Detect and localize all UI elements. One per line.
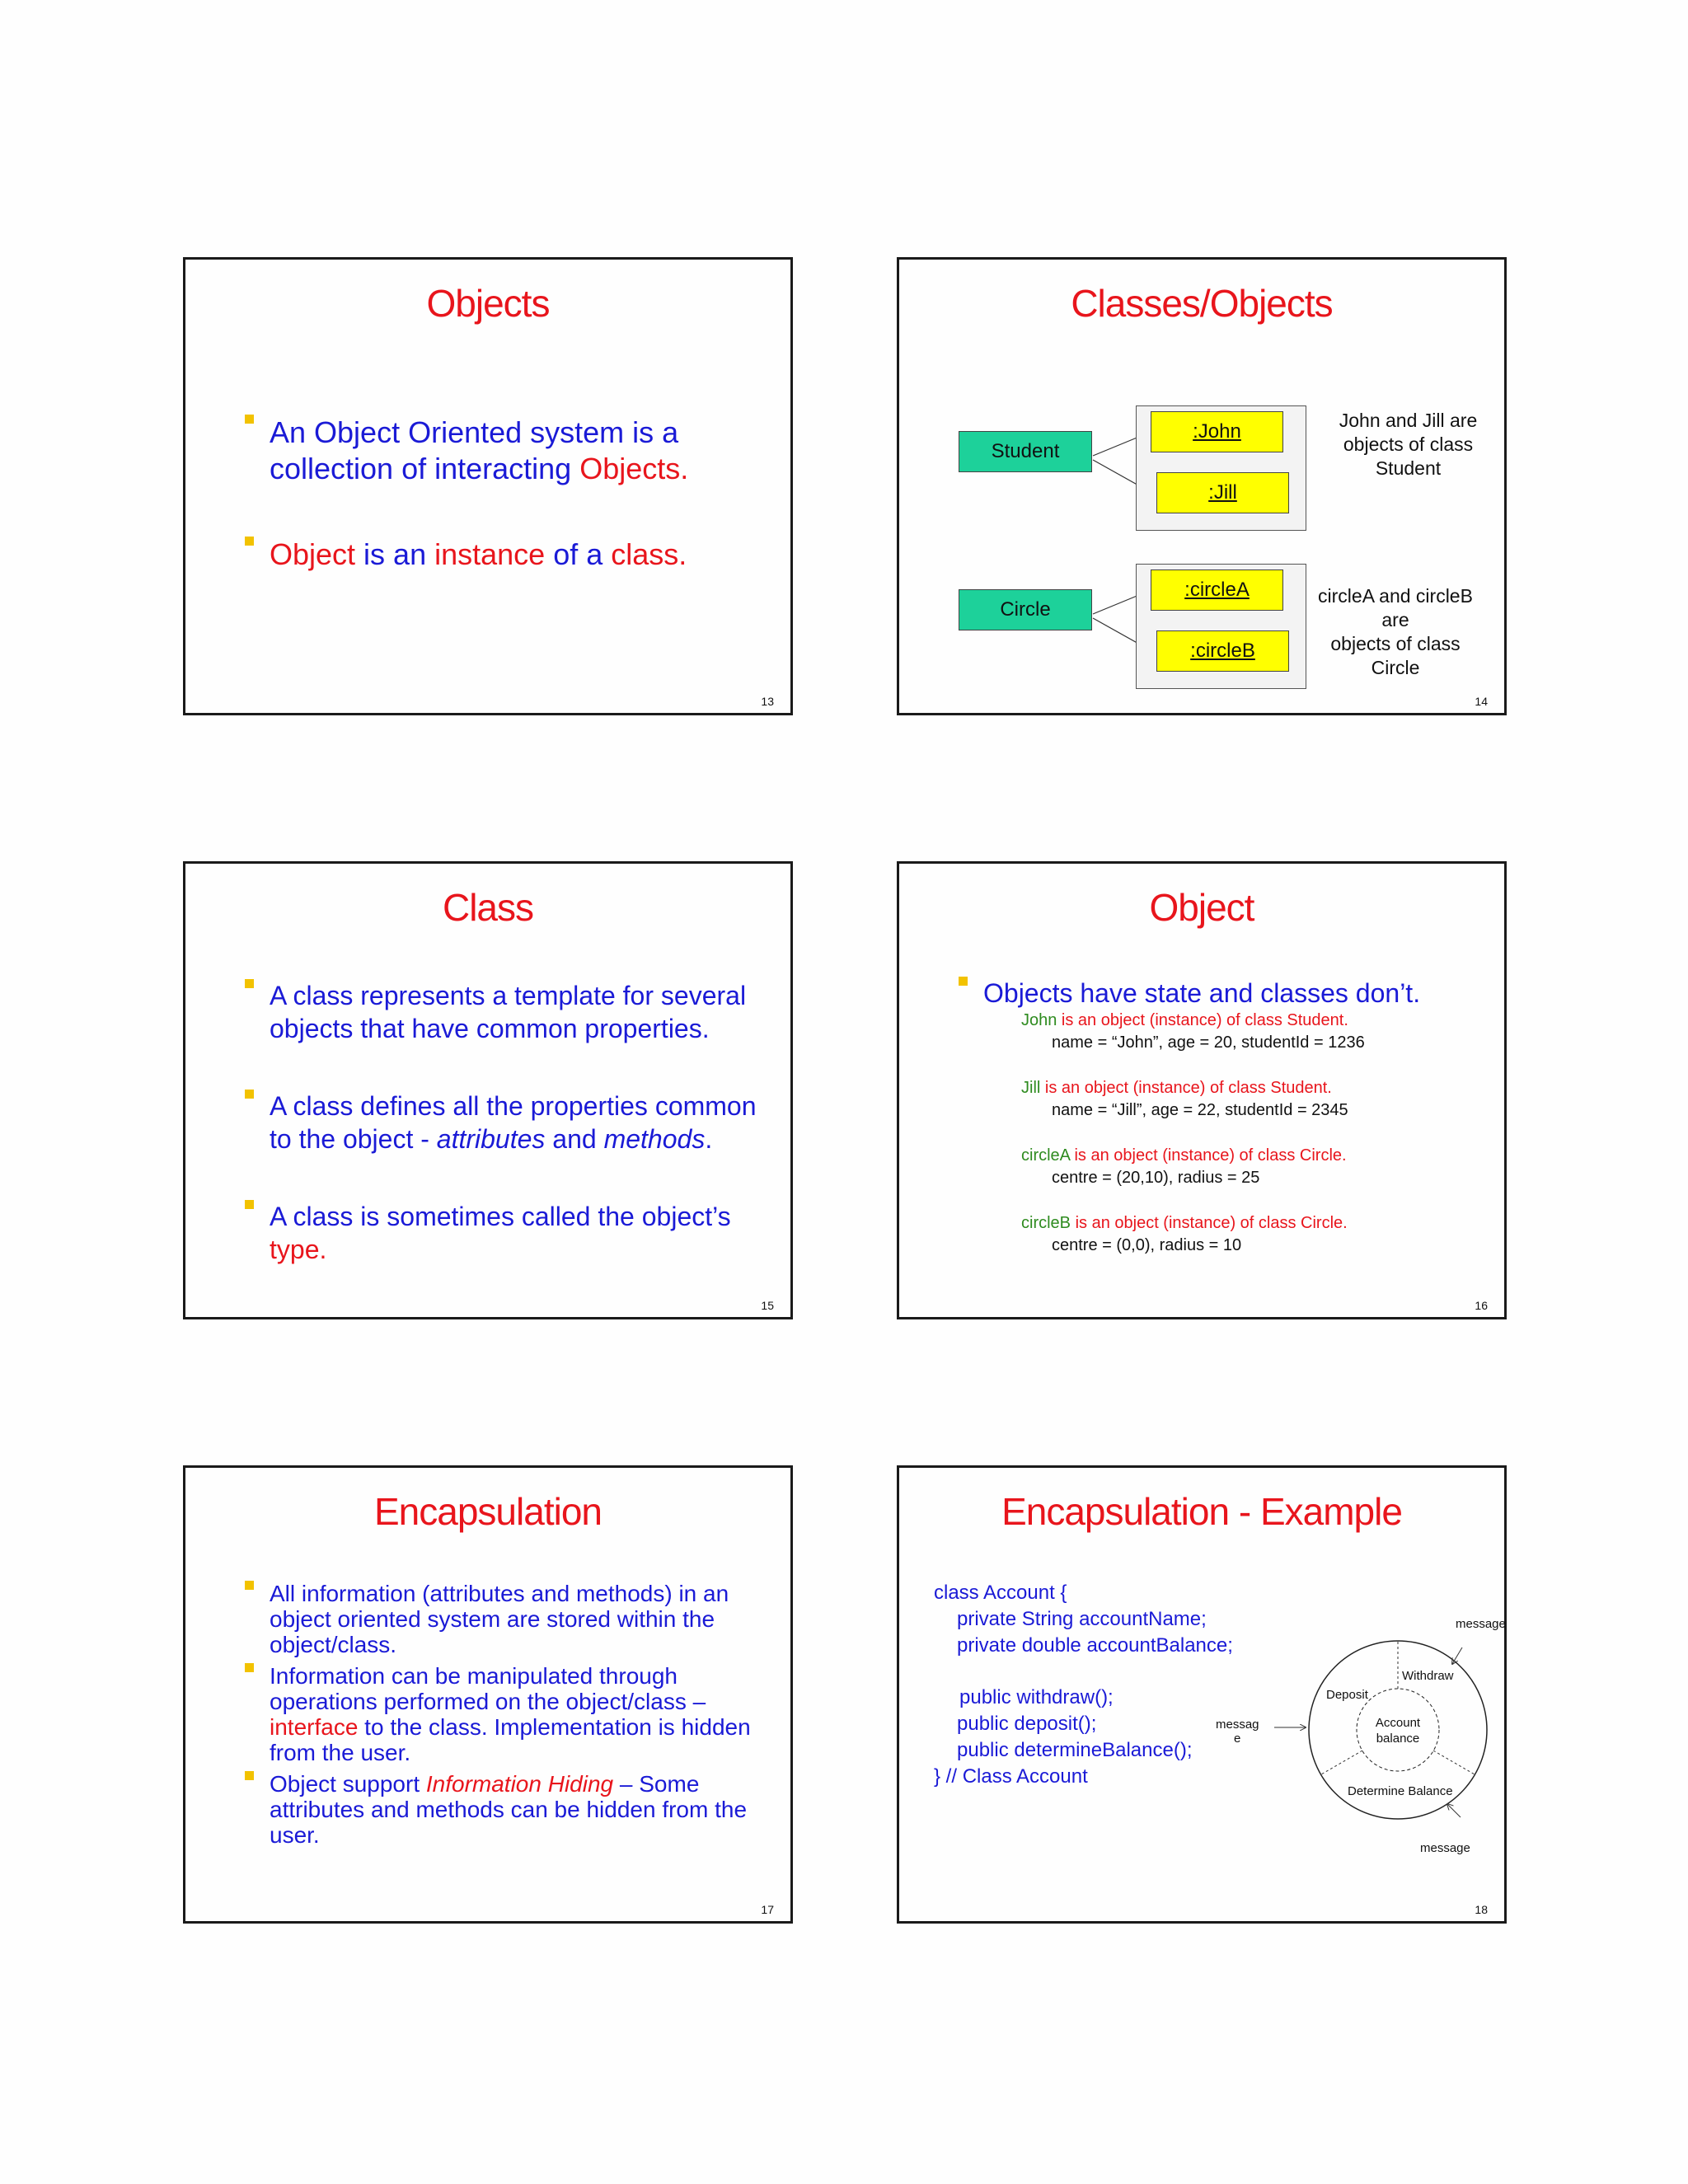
page-number: 17 — [761, 1903, 774, 1916]
bullet-emphasis: instance — [434, 537, 546, 571]
object-state-item — [1021, 1145, 1483, 1189]
arrow-top — [1452, 1647, 1462, 1664]
page-number: 14 — [1475, 695, 1488, 708]
slide-class — [183, 861, 793, 1319]
object-description — [1021, 1145, 1483, 1167]
code-line: public determineBalance(); — [957, 1739, 1193, 1761]
encapsulation-diagram — [899, 1468, 1509, 1926]
code-line: class Account { — [934, 1582, 1067, 1604]
object-circle-b: :circleB — [1156, 630, 1289, 672]
bullet-text: A class is sometimes called the object’s — [270, 1202, 731, 1231]
object-circle-a: :circleA — [1151, 569, 1283, 611]
note-line: objects of class — [1343, 434, 1474, 455]
code-line: public deposit(); — [957, 1713, 1097, 1735]
inner-circle — [1357, 1689, 1439, 1771]
object-name: circleB — [1021, 1214, 1071, 1232]
bullet-text: is an — [355, 537, 435, 571]
label-message-left-2: e — [1234, 1732, 1241, 1746]
object-name: John — [1021, 1011, 1057, 1029]
page-number: 16 — [1475, 1299, 1488, 1312]
slide-title: Object — [1149, 886, 1254, 929]
bullet-italic: methods — [603, 1124, 706, 1154]
bullet-item — [245, 1200, 772, 1266]
slide-classes-objects — [897, 257, 1507, 715]
label-balance: balance — [1376, 1732, 1420, 1746]
slide-encapsulation-example — [897, 1465, 1507, 1924]
bullet-list — [245, 1581, 772, 1848]
label-message-top: message — [1456, 1617, 1506, 1631]
bullet-item: All information (attributes and methods) in an object oriented system are stored within the object/class. — [245, 1581, 772, 1657]
class-student: Student — [959, 431, 1092, 472]
bullet-emphasis: Information Hiding — [425, 1771, 614, 1797]
object-description — [1021, 1077, 1483, 1099]
bullet-text: of a — [545, 537, 612, 571]
label-message-left-1: messag — [1216, 1718, 1259, 1732]
label-account: Account — [1375, 1716, 1421, 1730]
object-desc: is an object (instance) of class Circle. — [1071, 1214, 1348, 1232]
page-number: 13 — [761, 695, 774, 708]
bullet-text: Information can be manipulated through operations performed on the object/class – — [270, 1663, 706, 1714]
bullet-list — [959, 977, 1486, 1010]
object-attributes: centre = (0,0), radius = 10 — [1052, 1236, 1242, 1254]
bullet-text: Object support — [270, 1771, 426, 1797]
bullet-text: and — [545, 1124, 604, 1154]
object-desc: is an object (instance) of class Student. — [1057, 1011, 1348, 1029]
note-line: Student — [1375, 457, 1442, 479]
bullet-text: to the class. Implementation is hidden from the user. — [270, 1714, 751, 1765]
bullet-text: – Some attributes and methods can be hidden from the user. — [270, 1771, 748, 1848]
slide-title: Objects — [426, 282, 550, 325]
object-attributes: name = “John”, age = 20, studentId = 1236 — [1052, 1033, 1365, 1052]
code-line: public withdraw(); — [959, 1686, 1114, 1708]
bullet-item — [245, 1663, 772, 1765]
note-line: are — [1381, 609, 1409, 630]
slide-title: Encapsulation — [374, 1490, 602, 1533]
slide-title: Encapsulation - Example — [1001, 1490, 1402, 1533]
slide-encapsulation — [183, 1465, 793, 1924]
object-desc: is an object (instance) of class Student. — [1040, 1079, 1332, 1097]
object-state-item — [1021, 1212, 1483, 1257]
bullet-text: A class defines all the properties common to the object - — [270, 1091, 757, 1154]
bullet-emphasis: type. — [270, 1235, 327, 1264]
code-line: private double accountBalance; — [957, 1634, 1233, 1657]
label-deposit: Deposit — [1326, 1688, 1368, 1702]
note-circle-objects — [1301, 584, 1490, 680]
bullet-text: An Object Oriented system is a collection of interacting — [270, 415, 679, 485]
divider-left — [1321, 1750, 1362, 1774]
note-line: circleA and circleB — [1318, 585, 1473, 607]
object-attributes: centre = (20,10), radius = 25 — [1052, 1169, 1260, 1187]
object-name: circleA — [1021, 1146, 1070, 1165]
object-state-item — [1021, 1010, 1483, 1054]
slide-object — [897, 861, 1507, 1319]
object-state-item — [1021, 1077, 1483, 1122]
bullet-list — [245, 415, 756, 573]
code-line: private String accountName; — [957, 1608, 1207, 1630]
bullet-emphasis: Objects. — [579, 452, 689, 485]
object-desc: is an object (instance) of class Circle. — [1069, 1146, 1347, 1165]
object-state-list — [1021, 1010, 1483, 1257]
slide-title: Class — [442, 886, 534, 929]
bullet-emphasis: class. — [611, 537, 687, 571]
note-line: objects of class — [1330, 633, 1461, 654]
label-message-bottom: message — [1420, 1841, 1470, 1855]
object-description — [1021, 1212, 1483, 1235]
slide-objects — [183, 257, 793, 715]
bullet-item — [245, 1090, 772, 1155]
bullet-text: . — [705, 1124, 713, 1154]
bullet-item: A class represents a template for several objects that have common properties. — [245, 979, 772, 1045]
bullet-item — [245, 1771, 772, 1848]
code-line: } // Class Account — [934, 1765, 1088, 1788]
arrow-bottom — [1447, 1804, 1461, 1817]
class-circle: Circle — [959, 589, 1092, 630]
page-number: 15 — [761, 1299, 774, 1312]
note-line: Circle — [1371, 657, 1420, 678]
divider-right — [1433, 1750, 1475, 1774]
object-john: :John — [1151, 411, 1283, 452]
object-name: Jill — [1021, 1079, 1041, 1097]
object-description — [1021, 1010, 1483, 1032]
label-determine-balance: Determine Balance — [1348, 1784, 1453, 1798]
object-attributes: name = “Jill”, age = 22, studentId = 2345 — [1052, 1101, 1348, 1119]
bullet-list — [245, 979, 772, 1266]
bullet-item — [245, 415, 756, 487]
label-withdraw: Withdraw — [1402, 1669, 1454, 1683]
slide-title: Classes/Objects — [1071, 282, 1333, 325]
note-line: John and Jill are — [1339, 410, 1478, 431]
bullet-emphasis: Object — [270, 537, 356, 571]
bullet-item — [245, 537, 756, 573]
object-jill: :Jill — [1156, 472, 1289, 513]
page-number: 18 — [1475, 1903, 1488, 1916]
bullet-emphasis: interface — [270, 1714, 359, 1740]
bullet-item: Objects have state and classes don’t. — [959, 977, 1486, 1010]
bullet-italic: attributes — [436, 1124, 546, 1154]
note-student-objects — [1311, 409, 1505, 480]
